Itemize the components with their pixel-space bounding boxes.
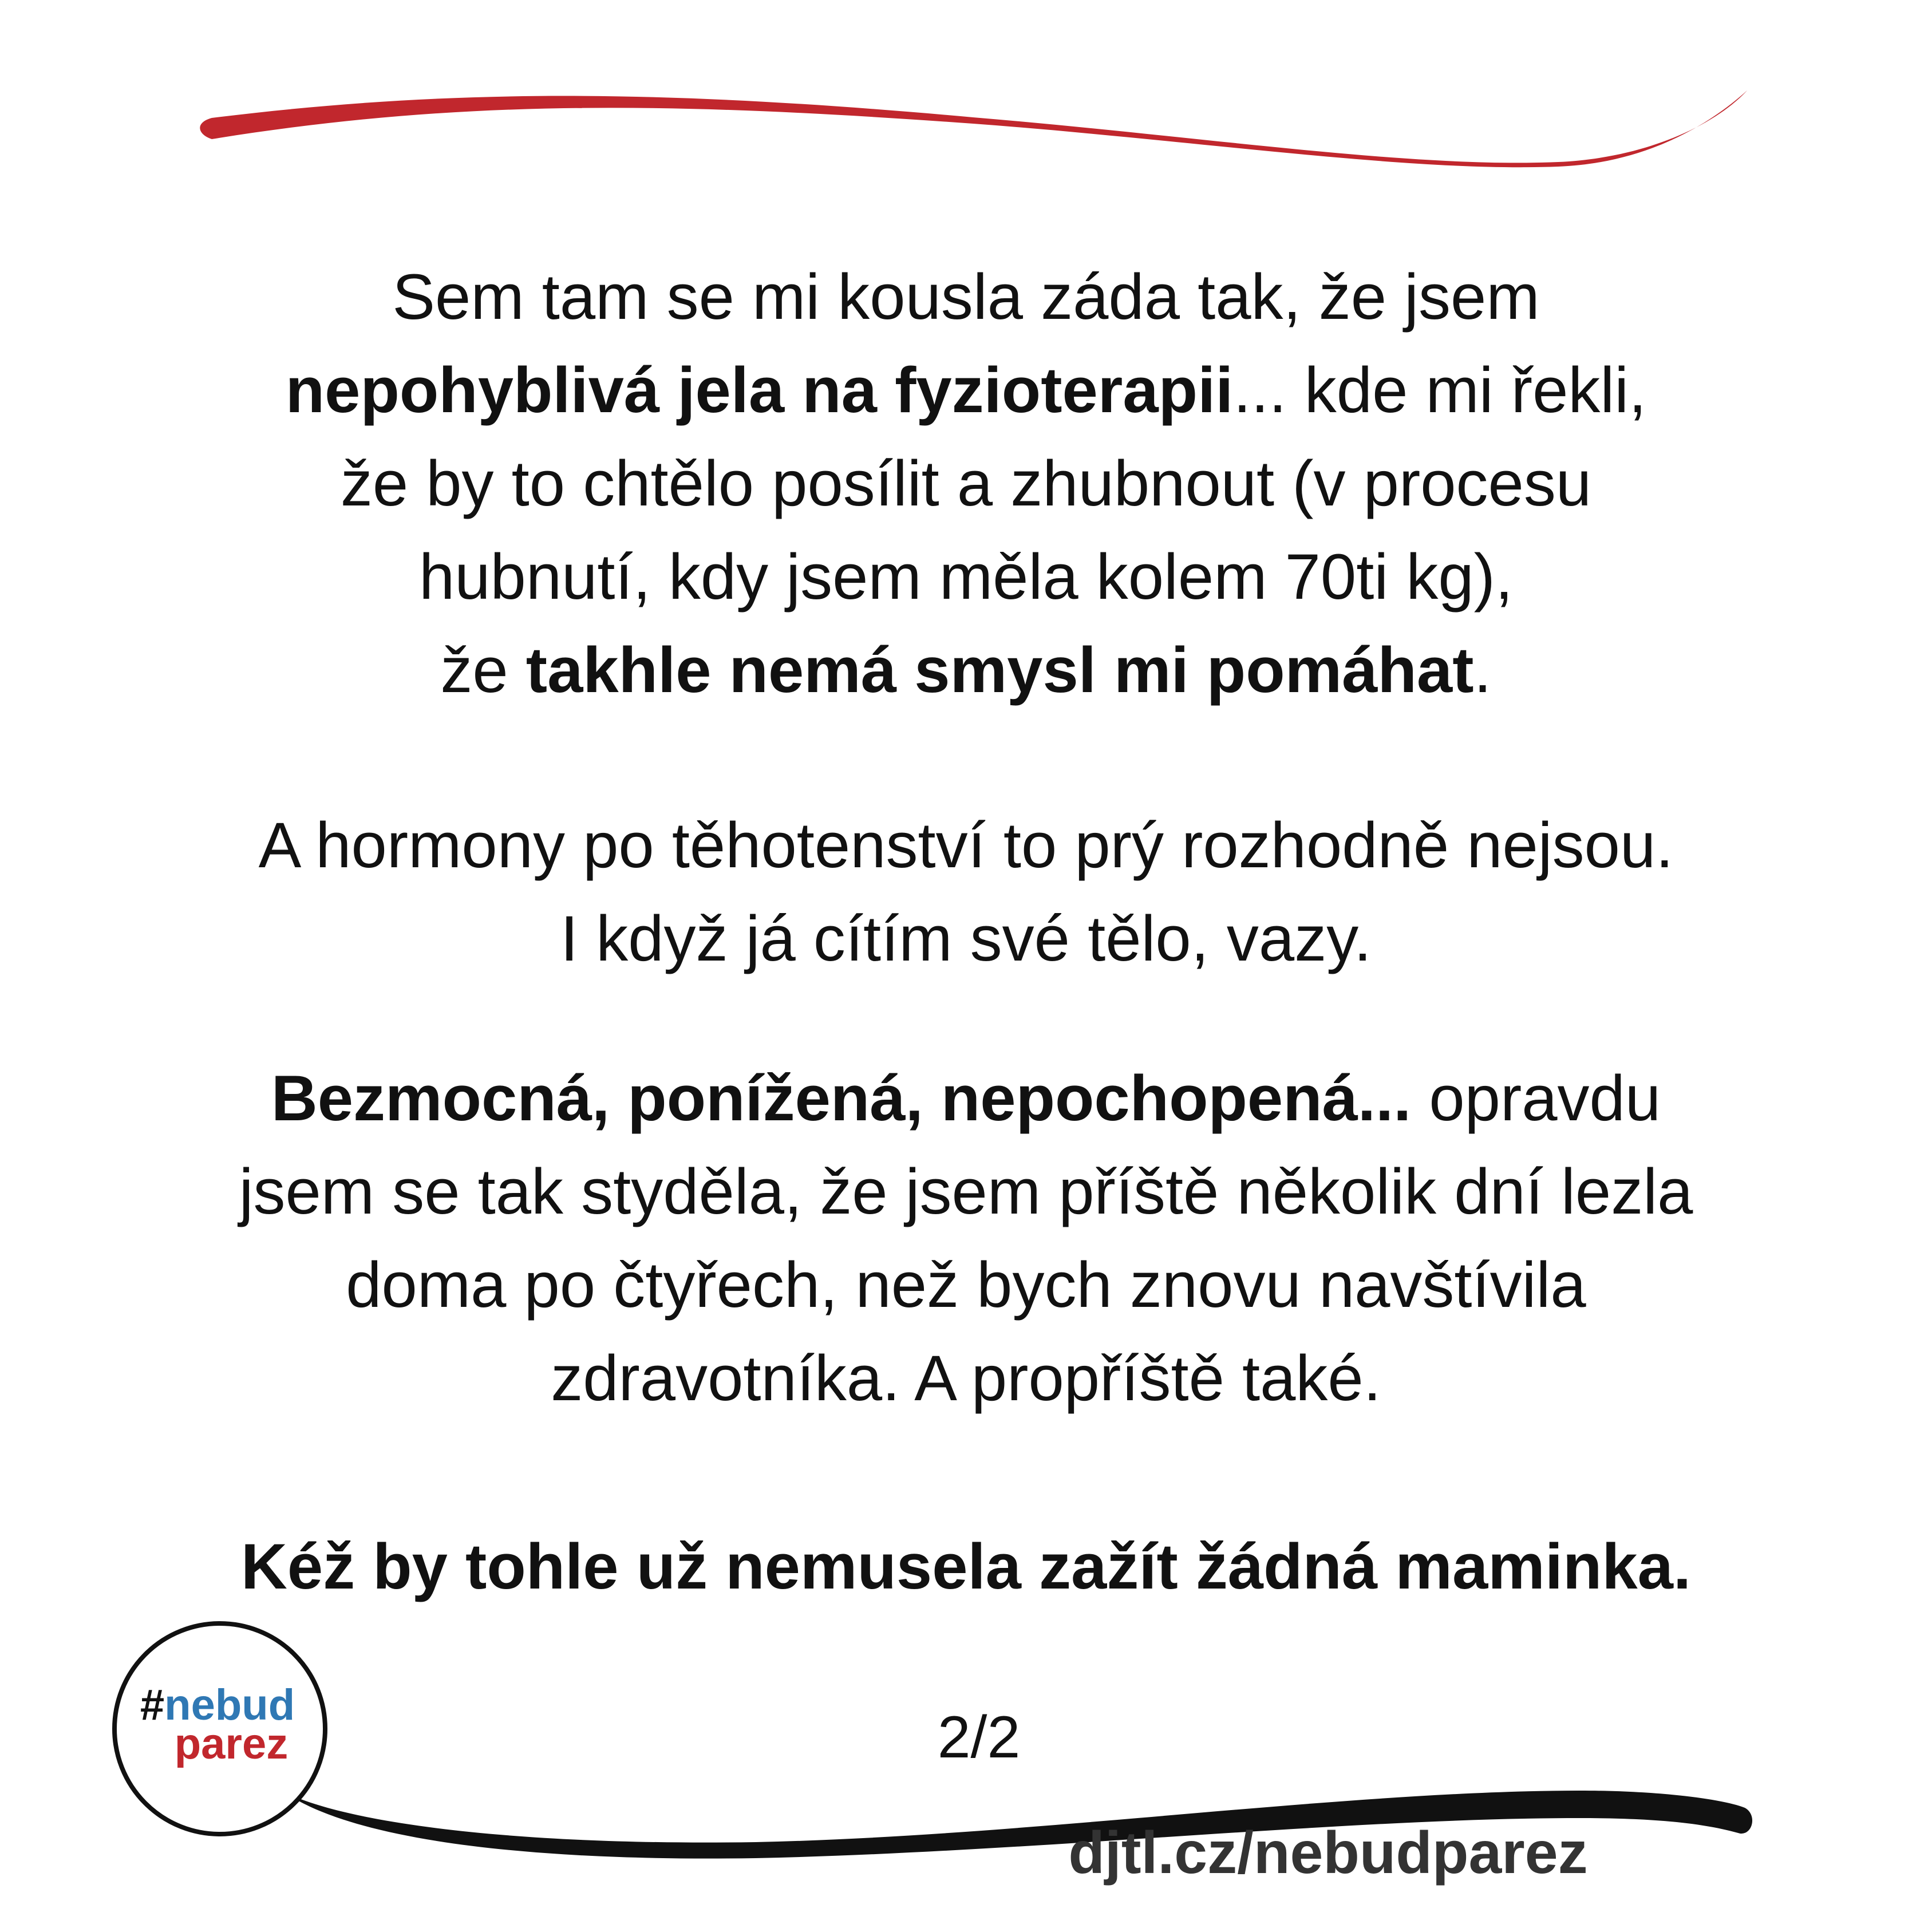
text-line: I když já cítím své tělo, vazy. [560, 903, 1372, 974]
text-line: hubnutí, kdy jsem měla kolem 70ti kg), [418, 541, 1514, 613]
paragraph-feelings [0, 1052, 1932, 1425]
bold-phrase: Bezmocná, ponížená, nepochopená... [271, 1062, 1412, 1134]
text-fragment: ... kde mi řekli, [1233, 354, 1647, 426]
nebudparez-logo [112, 1621, 327, 1836]
bold-phrase: takhle nemá smysl mi pomáhat [526, 634, 1474, 706]
paragraph-closing-wish [0, 1520, 1932, 1613]
text-fragment: . [1473, 634, 1492, 706]
logo-text [117, 1681, 323, 1768]
logo-nebud: nebud [164, 1681, 295, 1729]
text-line: Sem tam se mi kousla záda tak, že jsem [392, 261, 1540, 333]
text-line: A hormony po těhotenství to prý rozhodně nejsou. [258, 809, 1674, 881]
text-line: že by to chtělo posílit a zhubnout (v procesu [340, 448, 1592, 519]
text-line: zdravotníka. A propříště také. [551, 1342, 1381, 1414]
logo-line-top [112, 1681, 323, 1729]
text-fragment: opravdu [1411, 1062, 1661, 1134]
logo-hash: # [140, 1681, 165, 1729]
text-fragment: že [440, 634, 526, 706]
closing-line: Kéž by tohle už nemusela zažít žádná maminka. [240, 1531, 1692, 1602]
text-line: doma po čtyřech, než bych znovu navštívila [346, 1249, 1586, 1321]
website-link[interactable]: djtl.cz/nebudparez [1068, 1820, 1588, 1886]
text-line [0, 343, 1932, 437]
bold-phrase: nepohyblivá jela na fyzioterapii [285, 354, 1234, 426]
text-line [0, 623, 1932, 717]
text-line: jsem se tak styděla, že jsem příště několik dní lezla [239, 1156, 1693, 1227]
page-counter: 2/2 [937, 1704, 1021, 1771]
logo-parez: parez [174, 1720, 289, 1768]
paragraph-hormones [0, 799, 1932, 985]
text-line [0, 1052, 1932, 1145]
top-red-swoosh-line [200, 90, 1747, 167]
paragraph-physiotherapy [0, 250, 1932, 717]
